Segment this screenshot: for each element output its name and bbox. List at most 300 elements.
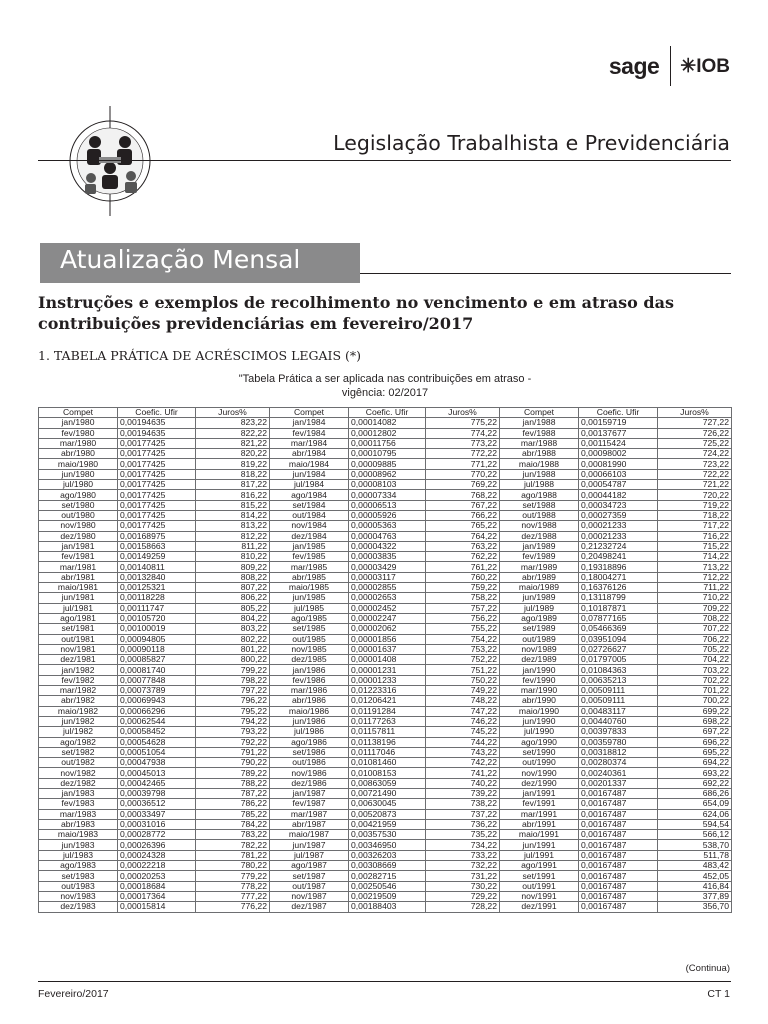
compet-cell: abr/1983 [39,819,118,829]
compet-cell: ago/1983 [39,861,118,871]
iob-logo-text: ✳IOB [680,55,730,77]
juros-cell: 776,22 [196,902,270,912]
juros-cell: 803,22 [196,624,270,634]
table-row [39,799,732,809]
coefic-ufir-cell: 0,00015814 [118,902,196,912]
compet-cell: set/1980 [39,500,118,510]
compet-cell: jan/1984 [270,418,349,428]
juros-cell: 805,22 [196,603,270,613]
juros-cell: 810,22 [196,552,270,562]
coefic-ufir-cell: 0,00045013 [118,768,196,778]
coefic-ufir-cell: 0,00167487 [579,840,658,850]
compet-cell: jun/1985 [270,593,349,603]
compet-cell: abr/1987 [270,819,349,829]
table-row [39,428,732,438]
compet-cell: jul/1983 [39,850,118,860]
coefic-ufir-cell: 0,01081460 [349,758,426,768]
compet-cell: maio/1984 [270,459,349,469]
coefic-ufir-cell: 0,07877165 [579,613,658,623]
table-row [39,613,732,623]
compet-cell: fev/1985 [270,552,349,562]
compet-cell: jun/1984 [270,469,349,479]
coefic-ufir-cell: 0,00004322 [349,541,426,551]
compet-cell: abr/1984 [270,449,349,459]
coefic-ufir-cell: 0,00359780 [579,737,658,747]
juros-cell: 692,22 [658,778,732,788]
juros-cell: 377,89 [658,891,732,901]
juros-cell: 699,22 [658,706,732,716]
juros-cell: 511,78 [658,850,732,860]
coefic-ufir-cell: 0,03951094 [579,634,658,644]
juros-cell: 787,22 [196,788,270,798]
table-row [39,418,732,428]
coefic-ufir-cell: 0,00509111 [579,696,658,706]
coefic-ufir-cell: 0,00177425 [118,459,196,469]
coefic-ufir-cell: 0,00158663 [118,541,196,551]
juros-cell: 695,22 [658,747,732,757]
compet-cell: nov/1988 [500,521,579,531]
compet-cell: maio/1990 [500,706,579,716]
juros-cell: 773,22 [426,438,500,448]
juros-cell: 786,22 [196,799,270,809]
table-row [39,747,732,757]
column-header: Coefic. Ufir [349,408,426,418]
coefic-ufir-cell: 0,00021233 [579,531,658,541]
coefic-ufir-cell: 0,01191284 [349,706,426,716]
juros-cell: 654,09 [658,799,732,809]
juros-cell: 721,22 [658,480,732,490]
juros-cell: 782,22 [196,840,270,850]
brand-divider [670,46,671,86]
compet-cell: ago/1985 [270,613,349,623]
juros-cell: 788,22 [196,778,270,788]
compet-cell: jul/1986 [270,727,349,737]
table-row [39,727,732,737]
compet-cell: jun/1981 [39,593,118,603]
compet-cell: abr/1991 [500,819,579,829]
juros-cell: 483,42 [658,861,732,871]
table-row [39,716,732,726]
juros-cell: 693,22 [658,768,732,778]
coefic-ufir-cell: 0,00509111 [579,686,658,696]
compet-cell: maio/1982 [39,706,118,716]
juros-cell: 734,22 [426,840,500,850]
coefic-ufir-cell: 0,00069943 [118,696,196,706]
juros-cell: 789,22 [196,768,270,778]
coefic-ufir-cell: 0,01177263 [349,716,426,726]
juros-cell: 812,22 [196,531,270,541]
compet-cell: fev/1982 [39,675,118,685]
juros-cell: 719,22 [658,500,732,510]
juros-cell: 714,22 [658,552,732,562]
table-row [39,541,732,551]
coefic-ufir-cell: 0,00167487 [579,809,658,819]
compet-cell: set/1986 [270,747,349,757]
juros-cell: 777,22 [196,891,270,901]
table-row [39,696,732,706]
compet-cell: jan/1983 [39,788,118,798]
juros-cell: 797,22 [196,686,270,696]
juros-cell: 745,22 [426,727,500,737]
compet-cell: ago/1980 [39,490,118,500]
coefic-ufir-cell: 0,00105720 [118,613,196,623]
compet-cell: set/1990 [500,747,579,757]
juros-cell: 730,22 [426,881,500,891]
column-header: Coefic. Ufir [118,408,196,418]
juros-cell: 702,22 [658,675,732,685]
compet-cell: set/1989 [500,624,579,634]
juros-cell: 744,22 [426,737,500,747]
table-row [39,665,732,675]
juros-cell: 711,22 [658,583,732,593]
juros-cell: 538,70 [658,840,732,850]
juros-cell: 707,22 [658,624,732,634]
juros-cell: 819,22 [196,459,270,469]
coefic-ufir-cell: 0,02726627 [579,644,658,654]
juros-cell: 726,22 [658,428,732,438]
coefic-ufir-cell: 0,00094805 [118,634,196,644]
juros-cell: 732,22 [426,861,500,871]
coefic-ufir-cell: 0,00168975 [118,531,196,541]
coefic-ufir-cell: 0,00280374 [579,758,658,768]
juros-cell: 739,22 [426,788,500,798]
compet-cell: ago/1982 [39,737,118,747]
coefic-ufir-cell: 0,00085827 [118,655,196,665]
compet-cell: out/1986 [270,758,349,768]
juros-cell: 818,22 [196,469,270,479]
juros-cell: 809,22 [196,562,270,572]
coefic-ufir-cell: 0,00167487 [579,902,658,912]
coefic-ufir-cell: 0,01008153 [349,768,426,778]
compet-cell: nov/1980 [39,521,118,531]
coefic-ufir-cell: 0,00003429 [349,562,426,572]
coefic-ufir-cell: 0,19318896 [579,562,658,572]
coefic-ufir-cell: 0,00177425 [118,521,196,531]
juros-cell: 729,22 [426,891,500,901]
compet-cell: dez/1983 [39,902,118,912]
compet-cell: jan/1985 [270,541,349,551]
juros-cell: 821,22 [196,438,270,448]
publication-logo-icon [55,106,165,216]
coefic-ufir-cell: 0,21232724 [579,541,658,551]
coefic-ufir-cell: 0,00125321 [118,583,196,593]
juros-cell: 756,22 [426,613,500,623]
section-banner [40,243,360,283]
coefic-ufir-cell: 0,01084363 [579,665,658,675]
coefic-ufir-cell: 0,00011756 [349,438,426,448]
juros-cell: 356,70 [658,902,732,912]
compet-cell: dez/1987 [270,902,349,912]
coefic-ufir-cell: 0,00177425 [118,438,196,448]
compet-cell: jan/1991 [500,788,579,798]
juros-cell: 755,22 [426,624,500,634]
table-row [39,871,732,881]
coefic-ufir-cell: 0,00308669 [349,861,426,871]
juros-cell: 781,22 [196,850,270,860]
compet-cell: mar/1986 [270,686,349,696]
compet-cell: out/1985 [270,634,349,644]
juros-cell: 775,22 [426,418,500,428]
compet-cell: dez/1989 [500,655,579,665]
coefic-ufir-cell: 0,00282715 [349,871,426,881]
coefic-ufir-cell: 0,01138196 [349,737,426,747]
juros-cell: 763,22 [426,541,500,551]
compet-cell: out/1991 [500,881,579,891]
coefic-ufir-cell: 0,00073789 [118,686,196,696]
coefic-ufir-cell: 0,00090118 [118,644,196,654]
compet-cell: jul/1989 [500,603,579,613]
coefic-ufir-cell: 0,00149259 [118,552,196,562]
juros-cell: 757,22 [426,603,500,613]
juros-cell: 807,22 [196,583,270,593]
juros-cell: 772,22 [426,449,500,459]
compet-cell: maio/1981 [39,583,118,593]
compet-cell: jul/1991 [500,850,579,860]
coefic-ufir-cell: 0,00194635 [118,418,196,428]
compet-cell: jan/1988 [500,418,579,428]
juros-cell: 793,22 [196,727,270,737]
coefic-ufir-cell: 0,18004271 [579,572,658,582]
table-row [39,788,732,798]
table-row [39,521,732,531]
coefic-ufir-cell: 0,00077848 [118,675,196,685]
compet-cell: maio/1985 [270,583,349,593]
juros-cell: 766,22 [426,510,500,520]
coefic-ufir-cell: 0,00440760 [579,716,658,726]
juros-cell: 814,22 [196,510,270,520]
juros-cell: 780,22 [196,861,270,871]
compet-cell: fev/1981 [39,552,118,562]
footer-date: Fevereiro/2017 [38,988,109,1000]
column-header: Juros% [658,408,732,418]
compet-cell: jul/1981 [39,603,118,613]
juros-cell: 697,22 [658,727,732,737]
juros-cell: 804,22 [196,613,270,623]
footer-page-number: CT 1 [707,988,730,1000]
coefic-ufir-cell: 0,00167487 [579,850,658,860]
compet-cell: abr/1988 [500,449,579,459]
coefic-ufir-cell: 0,00177425 [118,500,196,510]
coefic-ufir-cell: 0,00167487 [579,871,658,881]
coefic-ufir-cell: 0,00167487 [579,891,658,901]
coefic-ufir-cell: 0,00001233 [349,675,426,685]
coefic-ufir-cell: 0,00081990 [579,459,658,469]
coefic-ufir-cell: 0,00520873 [349,809,426,819]
table-row [39,706,732,716]
compet-cell: jun/1989 [500,593,579,603]
table-row [39,850,732,860]
coefic-ufir-cell: 0,00167487 [579,881,658,891]
juros-cell: 698,22 [658,716,732,726]
compet-cell: out/1989 [500,634,579,644]
coefic-ufir-cell: 0,00004763 [349,531,426,541]
coefic-ufir-cell: 0,00177425 [118,480,196,490]
coefic-ufir-cell: 0,00003117 [349,572,426,582]
juros-cell: 754,22 [426,634,500,644]
compet-cell: ago/1987 [270,861,349,871]
coefic-ufir-cell: 0,01157811 [349,727,426,737]
coefic-ufir-cell: 0,00005363 [349,521,426,531]
coefic-ufir-cell: 0,00002653 [349,593,426,603]
column-header: Compet [500,408,579,418]
juros-cell: 778,22 [196,881,270,891]
juros-cell: 758,22 [426,593,500,603]
coefic-ufir-cell: 0,00062544 [118,716,196,726]
compet-cell: abr/1990 [500,696,579,706]
coefic-ufir-cell: 0,00066103 [579,469,658,479]
coefic-ufir-cell: 0,16376126 [579,583,658,593]
juros-cell: 725,22 [658,438,732,448]
compet-cell: jan/1989 [500,541,579,551]
coefic-ufir-cell: 0,00140811 [118,562,196,572]
compet-cell: out/1990 [500,758,579,768]
section-title: 1. TABELA PRÁTICA DE ACRÉSCIMOS LEGAIS (*) [38,348,362,363]
coefic-ufir-cell: 0,00024328 [118,850,196,860]
table-row [39,593,732,603]
compet-cell: mar/1985 [270,562,349,572]
juros-cell: 742,22 [426,758,500,768]
juros-cell: 779,22 [196,871,270,881]
compet-cell: mar/1987 [270,809,349,819]
juros-cell: 792,22 [196,737,270,747]
coefic-ufir-cell: 0,00863059 [349,778,426,788]
table-row [39,449,732,459]
compet-cell: maio/1991 [500,830,579,840]
coefic-ufir-cell: 0,00002452 [349,603,426,613]
juros-cell: 735,22 [426,830,500,840]
table-caption-line-2: vigência: 02/2017 [341,387,429,399]
acrescimos-table [38,407,732,913]
juros-cell: 594,54 [658,819,732,829]
compet-cell: nov/1987 [270,891,349,901]
coefic-ufir-cell: 0,00005926 [349,510,426,520]
banner-rule [360,273,731,274]
compet-cell: maio/1986 [270,706,349,716]
coefic-ufir-cell: 0,00010795 [349,449,426,459]
juros-cell: 794,22 [196,716,270,726]
coefic-ufir-cell: 0,00219509 [349,891,426,901]
compet-cell: fev/1980 [39,428,118,438]
table-row [39,583,732,593]
compet-cell: set/1982 [39,747,118,757]
juros-cell: 703,22 [658,665,732,675]
juros-cell: 717,22 [658,521,732,531]
juros-cell: 705,22 [658,644,732,654]
table-row [39,758,732,768]
compet-cell: ago/1984 [270,490,349,500]
table-row [39,552,732,562]
table-row [39,624,732,634]
compet-cell: abr/1980 [39,449,118,459]
table-row [39,480,732,490]
compet-cell: abr/1986 [270,696,349,706]
coefic-ufir-cell: 0,00042465 [118,778,196,788]
compet-cell: jun/1982 [39,716,118,726]
compet-cell: dez/1981 [39,655,118,665]
coefic-ufir-cell: 0,00001231 [349,665,426,675]
coefic-ufir-cell: 0,00240361 [579,768,658,778]
compet-cell: jun/1990 [500,716,579,726]
coefic-ufir-cell: 0,00054628 [118,737,196,747]
juros-cell: 720,22 [658,490,732,500]
juros-cell: 765,22 [426,521,500,531]
coefic-ufir-cell: 0,00003835 [349,552,426,562]
table-row [39,737,732,747]
coefic-ufir-cell: 0,00081740 [118,665,196,675]
compet-cell: nov/1989 [500,644,579,654]
compet-cell: dez/1980 [39,531,118,541]
coefic-ufir-cell: 0,01117046 [349,747,426,757]
compet-cell: abr/1981 [39,572,118,582]
coefic-ufir-cell: 0,00009885 [349,459,426,469]
table-row [39,531,732,541]
compet-cell: mar/1983 [39,809,118,819]
coefic-ufir-cell: 0,00039798 [118,788,196,798]
coefic-ufir-cell: 0,00115424 [579,438,658,448]
header-rule [38,160,731,161]
publication-title: Legislação Trabalhista e Previdenciária [333,131,730,155]
banner-title: Atualização Mensal [60,245,301,274]
compet-cell: dez/1985 [270,655,349,665]
compet-cell: out/1984 [270,510,349,520]
coefic-ufir-cell: 0,00007334 [349,490,426,500]
table-row [39,438,732,448]
coefic-ufir-cell: 0,00421959 [349,819,426,829]
compet-cell: mar/1980 [39,438,118,448]
compet-cell: set/1983 [39,871,118,881]
compet-cell: maio/1987 [270,830,349,840]
juros-cell: 801,22 [196,644,270,654]
table-row [39,881,732,891]
juros-cell: 768,22 [426,490,500,500]
juros-cell: 798,22 [196,675,270,685]
compet-cell: jul/1985 [270,603,349,613]
compet-cell: fev/1987 [270,799,349,809]
juros-cell: 784,22 [196,819,270,829]
table-row [39,861,732,871]
juros-cell: 701,22 [658,686,732,696]
juros-cell: 816,22 [196,490,270,500]
coefic-ufir-cell: 0,00201337 [579,778,658,788]
compet-cell: maio/1988 [500,459,579,469]
coefic-ufir-cell: 0,00250546 [349,881,426,891]
compet-cell: jul/1982 [39,727,118,737]
table-row [39,644,732,654]
coefic-ufir-cell: 0,01223316 [349,686,426,696]
compet-cell: ago/1981 [39,613,118,623]
compet-cell: set/1991 [500,871,579,881]
coefic-ufir-cell: 0,00635213 [579,675,658,685]
table-row [39,655,732,665]
juros-cell: 716,22 [658,531,732,541]
coefic-ufir-cell: 0,00018684 [118,881,196,891]
table-row [39,675,732,685]
juros-cell: 743,22 [426,747,500,757]
coefic-ufir-cell: 0,00021233 [579,521,658,531]
juros-cell: 737,22 [426,809,500,819]
compet-cell: nov/1982 [39,768,118,778]
coefic-ufir-cell: 0,00001637 [349,644,426,654]
juros-cell: 762,22 [426,552,500,562]
compet-cell: maio/1980 [39,459,118,469]
compet-cell: jan/1980 [39,418,118,428]
coefic-ufir-cell: 0,01797005 [579,655,658,665]
juros-cell: 750,22 [426,675,500,685]
compet-cell: jan/1981 [39,541,118,551]
continued-note: (Continua) [685,963,730,974]
juros-cell: 759,22 [426,583,500,593]
compet-cell: jun/1991 [500,840,579,850]
